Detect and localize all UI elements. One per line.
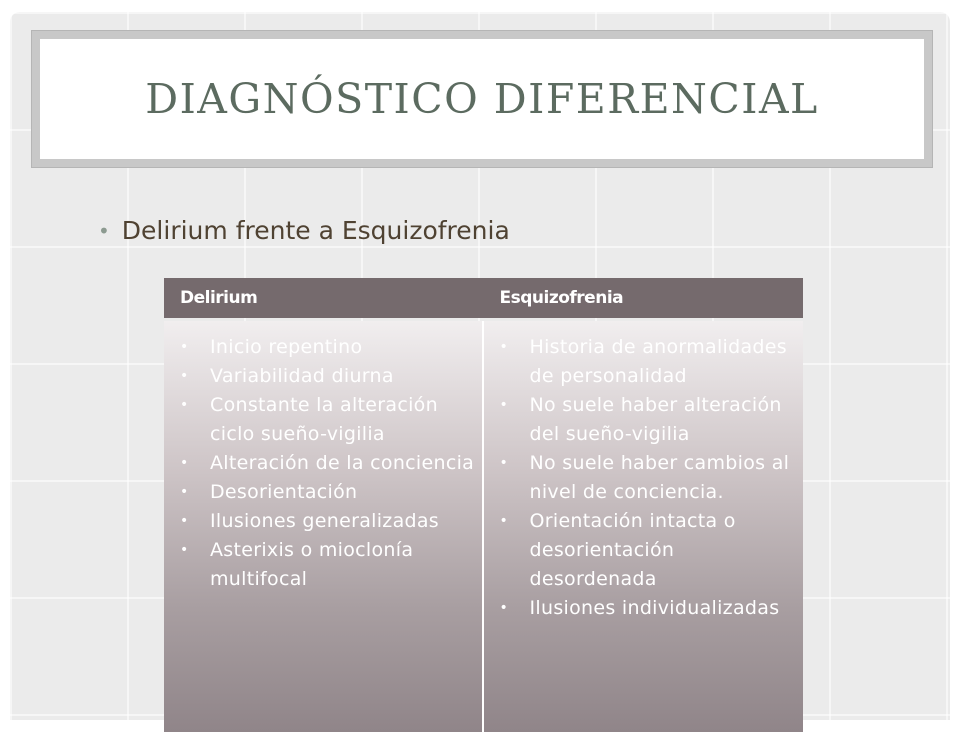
list-item: • Orientación intacta o desorientación desordenada bbox=[500, 507, 798, 594]
list-item: • No suele haber cambios al nivel de conciencia. bbox=[500, 449, 798, 507]
slide-subtitle: Delirium frente a Esquizofrenia bbox=[121, 216, 510, 245]
comparison-table bbox=[164, 278, 803, 732]
header-esquizofrenia: Esquizofrenia bbox=[499, 288, 624, 308]
list-item: • Variabilidad diurna bbox=[180, 362, 476, 391]
list-item: • Historia de anormalidades de personalidad bbox=[500, 333, 798, 391]
title-box bbox=[40, 39, 924, 159]
subtitle-row bbox=[98, 216, 510, 245]
bullet-icon: • bbox=[98, 218, 110, 243]
delirium-column bbox=[164, 321, 484, 732]
list-item: • Ilusiones individualizadas bbox=[500, 594, 798, 623]
list-item: • Ilusiones generalizadas bbox=[180, 507, 476, 536]
title-frame bbox=[31, 30, 933, 168]
esquizofrenia-list bbox=[484, 321, 804, 623]
header-delirium: Delirium bbox=[180, 288, 258, 308]
list-item: • Desorientación bbox=[180, 478, 476, 507]
list-item: • Asterixis o mioclonía multifocal bbox=[180, 536, 476, 594]
list-item: • No suele haber alteración del sueño-vigilia bbox=[500, 391, 798, 449]
slide-title: DIAGNÓSTICO DIFERENCIAL bbox=[145, 75, 819, 123]
list-item: • Constante la alteración ciclo sueño-vigilia bbox=[180, 391, 476, 449]
table-header bbox=[164, 278, 803, 318]
list-item: • Inicio repentino bbox=[180, 333, 476, 362]
delirium-list bbox=[164, 321, 482, 594]
slide bbox=[10, 12, 950, 720]
list-item: • Alteración de la conciencia bbox=[180, 449, 476, 478]
esquizofrenia-column bbox=[484, 321, 804, 732]
table-body bbox=[164, 321, 803, 732]
